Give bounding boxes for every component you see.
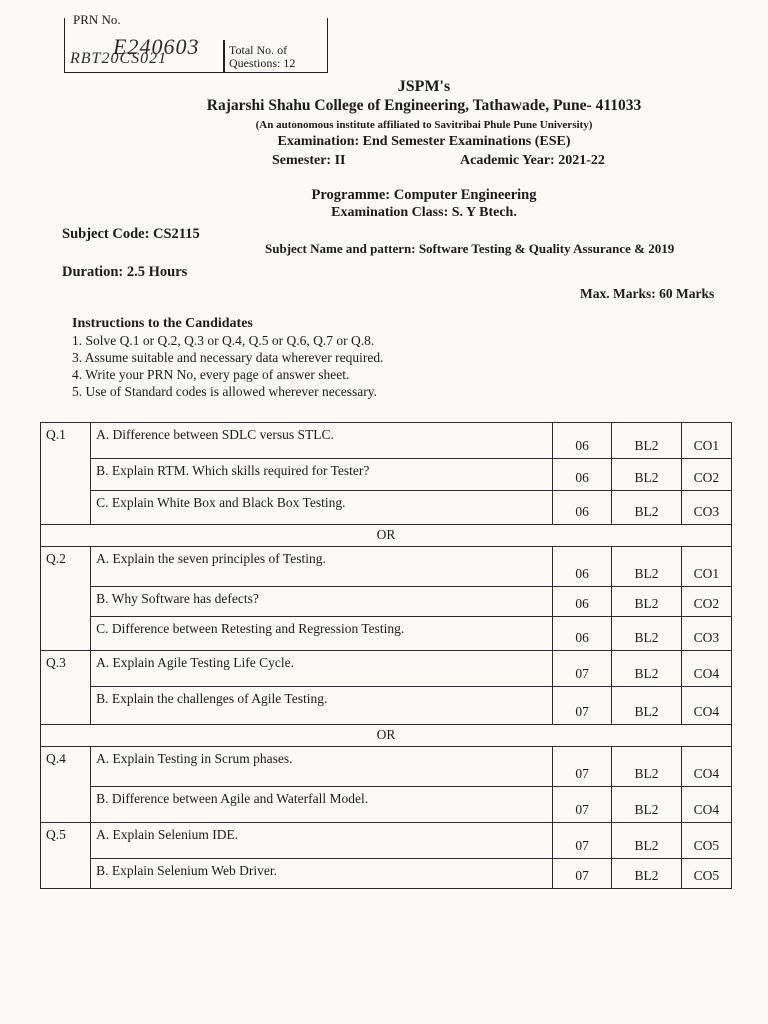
table-row [41,547,732,587]
table-row [41,459,732,491]
course-outcome-cell: CO4 [681,687,731,725]
course-outcome-cell: CO1 [681,547,731,587]
marks-cell: 06 [553,617,612,651]
instruction-item: 3. Assume suitable and necessary data wherever required. [72,350,384,365]
table-row [41,787,732,823]
course-outcome-cell: CO5 [681,823,731,859]
instruction-item: 1. Solve Q.1 or Q.2, Q.3 or Q.4, Q.5 or Q.6, Q.7 or Q.8. [72,333,375,348]
bloom-level-cell: BL2 [612,423,681,459]
question-text: B. Explain Selenium Web Driver. [91,859,553,889]
marks-cell: 06 [553,587,612,617]
marks-cell: 07 [553,859,612,889]
question-text: B. Explain the challenges of Agile Testing. [91,687,553,725]
question-number: Q.1 [41,423,91,525]
bloom-level-cell: BL2 [612,687,681,725]
table-row [41,747,732,787]
instruction-item: 5. Use of Standard codes is allowed wherever necessary. [72,384,378,399]
question-table [40,422,732,889]
question-text: A. Explain the seven principles of Testing. [91,547,553,587]
marks-cell: 07 [553,823,612,859]
or-separator: OR [41,525,732,547]
table-row [41,491,732,525]
subject-code: Subject Code: CS2115 [62,226,200,242]
course-outcome-cell: CO1 [681,423,731,459]
bloom-level-cell: BL2 [612,459,681,491]
semester: Semester: II [272,153,346,168]
question-text: A. Explain Testing in Scrum phases. [91,747,553,787]
course-outcome-cell: CO3 [681,617,731,651]
bloom-level-cell: BL2 [612,823,681,859]
bloom-level-cell: BL2 [612,617,681,651]
marks-cell: 07 [553,687,612,725]
prn-divider [223,40,225,72]
table-row [41,859,732,889]
bloom-level-cell: BL2 [612,859,681,889]
course-outcome-cell: CO2 [681,587,731,617]
duration: Duration: 2.5 Hours [62,264,188,280]
max-marks: Max. Marks: 60 Marks [580,286,715,301]
question-text: A. Difference between SDLC versus STLC. [91,423,553,459]
bloom-level-cell: BL2 [612,651,681,687]
roll-note: RBT20CS021 [70,50,168,67]
or-separator: OR [41,725,732,747]
bloom-level-cell: BL2 [612,587,681,617]
question-text: B. Why Software has defects? [91,587,553,617]
table-row [41,823,732,859]
question-number: Q.4 [41,747,91,823]
total-questions: Total No. of Questions: 12 [229,43,296,70]
instruction-item: 4. Write your PRN No, every page of answer sheet. [72,367,350,382]
course-outcome-cell: CO4 [681,787,731,823]
table-row [41,651,732,687]
course-outcome-cell: CO2 [681,459,731,491]
exam-class: Examination Class: S. Y Btech. [331,205,517,220]
org-name: JSPM's [397,78,451,95]
question-text: C. Difference between Retesting and Regression Testing. [91,617,553,651]
or-row [41,525,732,547]
college-name: Rajarshi Shahu College of Engineering, Tathawade, Pune- 411033 [206,97,642,114]
marks-cell: 07 [553,747,612,787]
prn-value: E240603 [113,34,200,59]
table-row [41,617,732,651]
or-row [41,725,732,747]
course-outcome-cell: CO4 [681,651,731,687]
bloom-level-cell: BL2 [612,491,681,525]
question-text: C. Explain White Box and Black Box Testing. [91,491,553,525]
instructions-list [72,332,384,400]
bloom-level-cell: BL2 [612,547,681,587]
bloom-level-cell: BL2 [612,787,681,823]
affiliation: (An autonomous institute affiliated to Savitribai Phule Pune University) [255,119,593,131]
marks-cell: 07 [553,787,612,823]
question-number: Q.5 [41,823,91,889]
academic-year: Academic Year: 2021-22 [460,153,605,168]
course-outcome-cell: CO4 [681,747,731,787]
examination: Examination: End Semester Examinations (ESE) [277,134,571,149]
question-number: Q.3 [41,651,91,725]
marks-cell: 06 [553,423,612,459]
marks-cell: 06 [553,491,612,525]
question-number: Q.2 [41,547,91,651]
subject-name: Subject Name and pattern: Software Testing & Quality Assurance & 2019 [265,241,675,256]
question-text: B. Explain RTM. Which skills required for Tester? [91,459,553,491]
question-text: B. Difference between Agile and Waterfall Model. [91,787,553,823]
table-row [41,587,732,617]
programme: Programme: Computer Engineering [311,187,537,203]
marks-cell: 06 [553,459,612,491]
table-row [41,687,732,725]
marks-cell: 06 [553,547,612,587]
course-outcome-cell: CO5 [681,859,731,889]
question-text: A. Explain Agile Testing Life Cycle. [91,651,553,687]
marks-cell: 07 [553,651,612,687]
prn-label: PRN No. [73,12,121,27]
question-text: A. Explain Selenium IDE. [91,823,553,859]
instructions-title: Instructions to the Candidates [72,316,253,331]
bloom-level-cell: BL2 [612,747,681,787]
table-row [41,423,732,459]
course-outcome-cell: CO3 [681,491,731,525]
